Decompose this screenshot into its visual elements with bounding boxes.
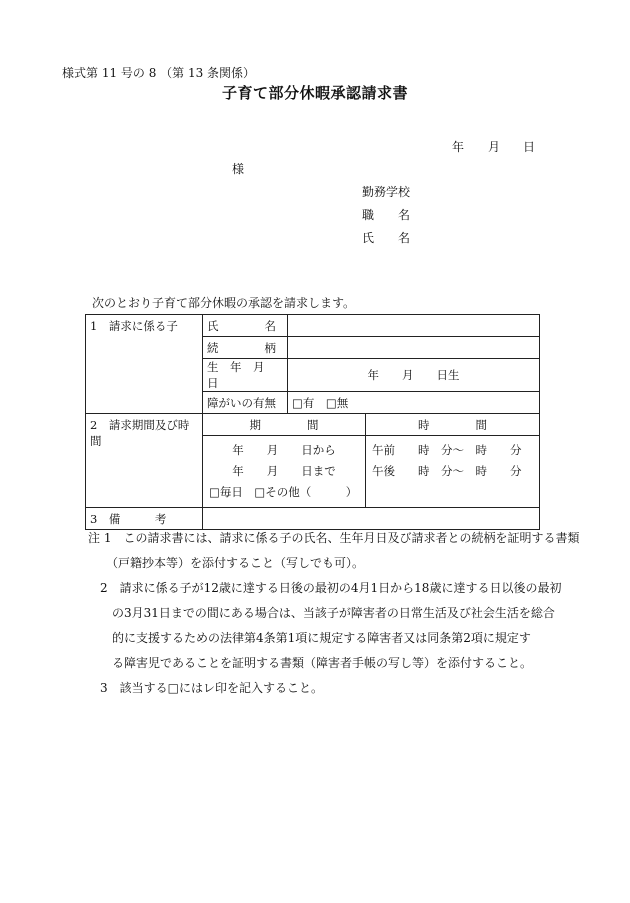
- note-2-line-2: の3月31日までの間にある場合は、当該子が障害者の日常生活及び社会生活を総合: [88, 606, 555, 620]
- period-section-header: 2 請求期間及び時間: [86, 414, 203, 508]
- note-2-line-4: る障害児であることを証明する書類（障害者手帳の写し等）を添付すること。: [88, 656, 533, 670]
- note-1-line-2: （戸籍抄本等）を添付すること（写しでも可）。: [88, 556, 365, 570]
- applicant-position-label: 職 名: [362, 208, 411, 222]
- form-number: 様式第 11 号の 8 （第 13 条関係）: [62, 66, 256, 80]
- notes-section: [88, 526, 580, 701]
- period-from: 年 月 日から: [232, 443, 336, 457]
- disability-label: 障がいの有無: [203, 392, 288, 414]
- child-section-header: 1 請求に係る子: [86, 315, 203, 414]
- document-title: 子育て部分休暇承認請求書: [221, 84, 408, 102]
- applicant-name-label: 氏 名: [362, 231, 411, 245]
- time-field[interactable]: [366, 436, 540, 508]
- date-day-label: 日: [523, 140, 536, 154]
- child-birthdate-field[interactable]: 年 月 日生: [288, 359, 540, 392]
- note-2-line-3: 的に支援するための法律第4条第1項に規定する障害者又は同条第2項に規定す: [88, 631, 531, 645]
- note-1-line-1: 注 1 この請求書には、請求に係る子の氏名、生年月日及び請求者との続柄を証明する書類: [88, 531, 580, 545]
- child-name-field[interactable]: [288, 315, 540, 337]
- period-column-header: 期 間: [203, 414, 366, 436]
- child-relation-label: 続 柄: [203, 337, 288, 359]
- time-column-header: 時 間: [366, 414, 540, 436]
- child-relation-field[interactable]: [288, 337, 540, 359]
- time-am: 午前 時 分～ 時 分: [372, 443, 522, 457]
- request-form-table: [85, 314, 540, 530]
- remarks-header: 3 備 考: [86, 508, 203, 530]
- addressee-suffix: 様: [232, 162, 245, 176]
- period-to: 年 月 日まで: [232, 464, 336, 478]
- disability-checkboxes[interactable]: □有 □無: [288, 392, 540, 414]
- period-field[interactable]: [203, 436, 366, 508]
- time-pm: 午後 時 分～ 時 分: [372, 464, 522, 478]
- child-name-label: 氏 名: [203, 315, 288, 337]
- frequency-checkboxes[interactable]: □毎日 □その他（ ）: [209, 485, 358, 499]
- intro-text: 次のとおり子育て部分休暇の承認を請求します。: [92, 296, 356, 310]
- child-birthdate-label: 生 年 月 日: [203, 359, 288, 392]
- note-3-line-1: 3 該当する□にはレ印を記入すること。: [88, 681, 323, 695]
- applicant-school-label: 勤務学校: [362, 185, 411, 199]
- date-month-label: 月: [488, 140, 501, 154]
- note-2-line-1: 2 請求に係る子が12歳に達する日後の最初の4月1日から18歳に達する日以後の最初: [88, 581, 562, 595]
- date-year-label: 年: [452, 140, 465, 154]
